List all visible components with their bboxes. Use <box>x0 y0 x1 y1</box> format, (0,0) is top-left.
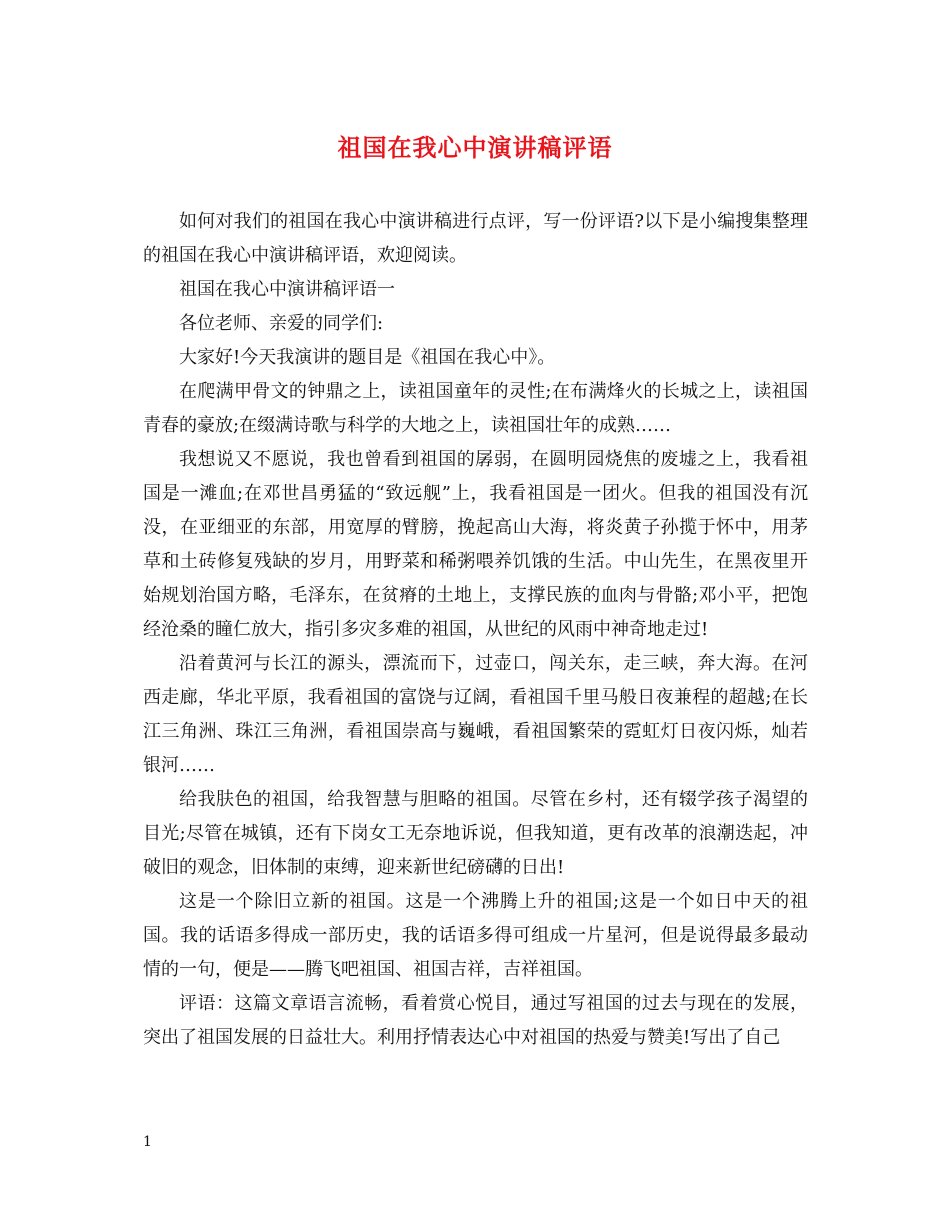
paragraph: 祖国在我心中演讲稿评语一 <box>179 279 395 300</box>
paragraph: 如何对我们的祖国在我心中演讲稿进行点评，写一份评语?以下是小编搜集整理的祖国在我心中演讲稿评语，欢迎阅读。 <box>143 211 808 266</box>
document-title: 祖国在我心中演讲稿评语 <box>337 133 613 162</box>
paragraph: 给我肤色的祖国，给我智慧与胆略的祖国。尽管在乡村，还有辍学孩子渴望的目光;尽管在城镇，还有下岗女工无奈地诉说，但我知道，更有改革的浪潮迭起，冲破旧的观念，旧体制的束缚，迎来新世纪磅礴的日出! <box>143 789 808 878</box>
document-body <box>143 205 808 1055</box>
paragraph: 沿着黄河与长江的源头，漂流而下，过壶口，闯关东，走三峡，奔大海。在河西走廊，华北平原，我看祖国的富饶与辽阔，看祖国千里马般日夜兼程的超越;在长江三角洲、珠江三角洲，看祖国崇高与巍峨，看祖国繁荣的霓虹灯日夜闪烁，灿若银河…… <box>143 653 808 776</box>
paragraph: 这是一个除旧立新的祖国。这是一个沸腾上升的祖国;这是一个如日中天的祖国。我的话语多得成一部历史，我的话语多得可组成一片星河，但是说得最多最动情的一句，便是——腾飞吧祖国、祖国吉祥，吉祥祖国。 <box>143 891 808 980</box>
paragraph: 我想说又不愿说，我也曾看到祖国的孱弱，在圆明园烧焦的废墟之上，我看祖国是一滩血;在邓世昌勇猛的“致远舰”上，我看祖国是一团火。但我的祖国没有沉没，在亚细亚的东部，用宽厚的臂膀，挽起高山大海，将炎黄子孙揽于怀中，用茅草和土砖修复残缺的岁月，用野菜和稀粥喂养饥饿的生活。中山先生，在黑夜里开始规划治国方略，毛泽东，在贫瘠的土地上，支撑民族的血肉与骨骼;邓小平，把饱经沧桑的瞳仁放大，指引多灾多难的祖国，从世纪的风雨中神奇地走过! <box>143 449 808 640</box>
page-number: 1 <box>143 1134 152 1150</box>
paragraph: 在爬满甲骨文的钟鼎之上，读祖国童年的灵性;在布满烽火的长城之上，读祖国青春的豪放;在缀满诗歌与科学的大地之上，读祖国壮年的成熟…… <box>143 381 808 436</box>
paragraph: 评语：这篇文章语言流畅，看着赏心悦目，通过写祖国的过去与现在的发展，突出了祖国发展的日益壮大。利用抒情表达心中对祖国的热爱与赞美!写出了自己 <box>143 993 808 1048</box>
paragraph: 各位老师、亲爱的同学们: <box>179 313 384 334</box>
paragraph: 大家好!今天我演讲的题目是《祖国在我心中》。 <box>179 347 556 368</box>
